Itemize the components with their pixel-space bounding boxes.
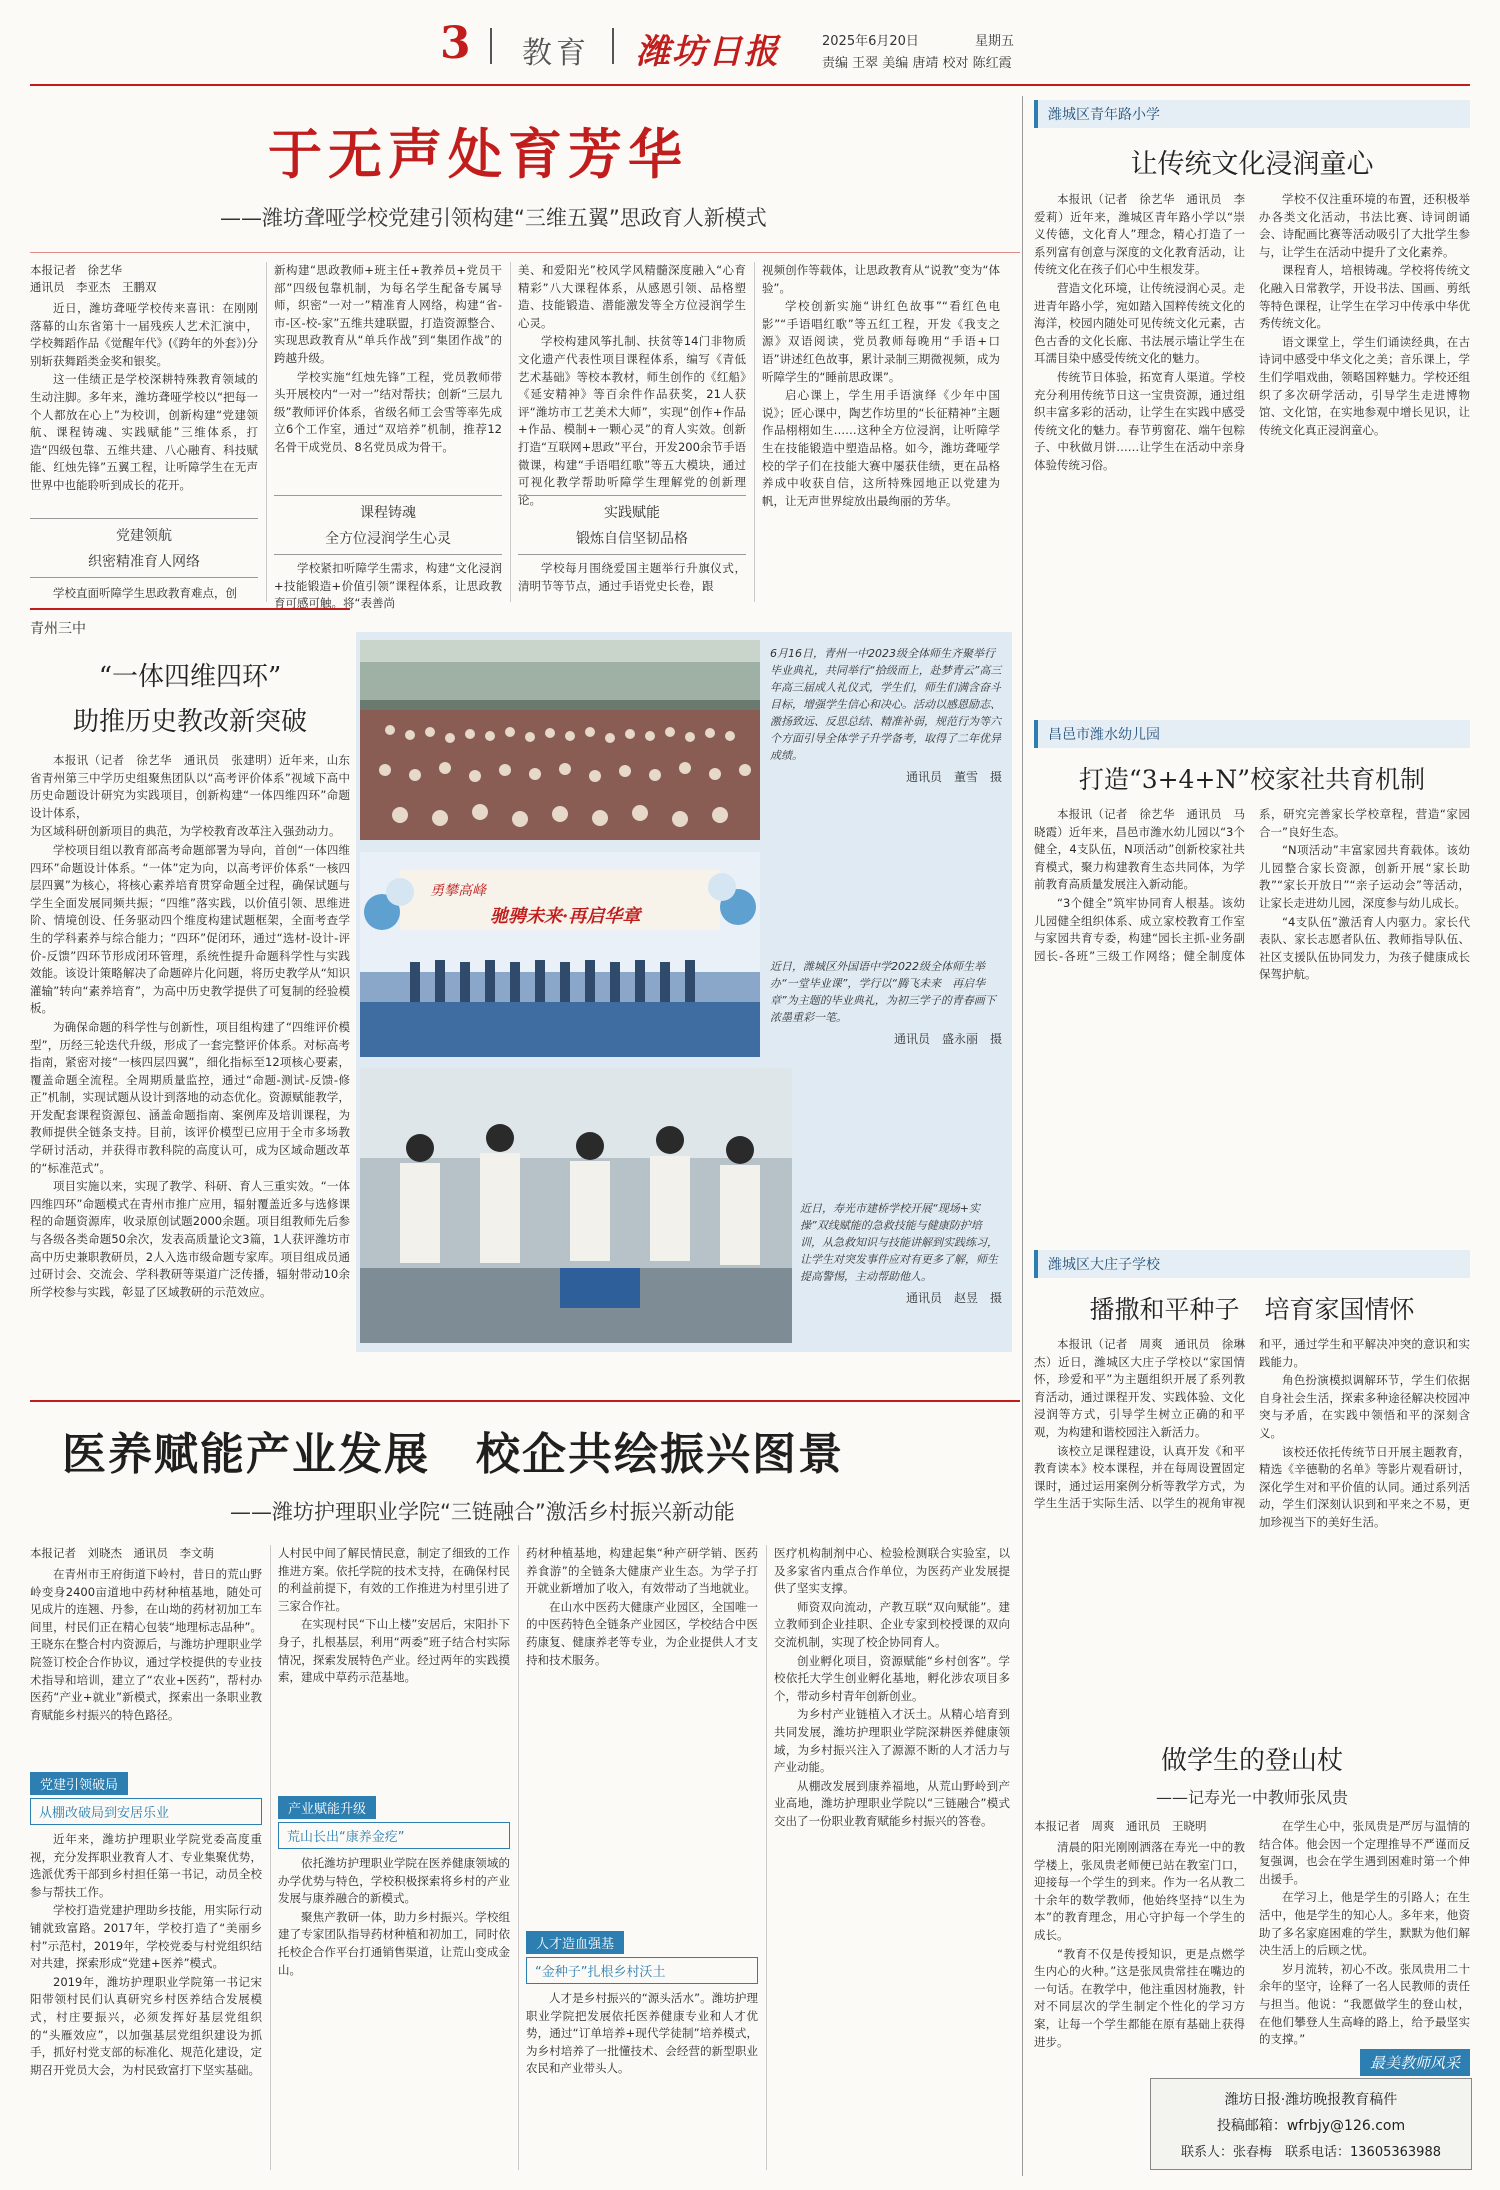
paragraph: 在学习上，他是学生的引路人；在生活中，他是学生的知心人。多年来，他资助了多名家庭困难的学生，默默为他们解决生活上的后顾之忧。 [1259, 1890, 1470, 1958]
paper-name-logo: 潍坊日报 [636, 32, 780, 72]
paragraph: 美、和爱阳光”校风学风精髓深度融入“心育精彩”八大课程体系，从感恩引领、品格塑造、技能锻造、潜能激发等全方位浸润学生心灵。 [518, 263, 746, 330]
article-body [30, 300, 258, 540]
ceremony-image [360, 640, 760, 840]
paragraph: 近日，潍坊聋哑学校传来喜讯：在刚刚落幕的山东省第十一届残疾人艺术汇演中，学校舞蹈作品《觉醒年代》(《跨年的外套》)分别斩获舞蹈类金奖和银奖。 [30, 301, 258, 368]
paragraph: 本报讯（记者 周爽 通讯员 徐琳杰）近日，潍城区大庄子学校以“家国情怀，珍爱和平”为主题组织开展了系列教育活动，通过课程开发、实践体验、文化浸润等方式，引导学生树立正确的和平观，为构建和谐校园注入新活力。 [1034, 1337, 1245, 1439]
section-heading [30, 518, 258, 578]
paragraph: 角色扮演模拟调解环节，学生们依据自身社会生活，探索多种途径解决校园冲突与矛盾，在实践中领悟和平的深刻含义。 [1259, 1373, 1470, 1440]
article-body [518, 262, 746, 507]
paragraph: 为确保命题的科学性与创新性，项目组构建了“四维评价模型”，历经三轮迭代升级，形成了一套完整评价体系。对标高考指南，紧密对接“一核四层四翼”，细化指标至12项核心要素，覆盖命题全流程。全周期质量监控，通过“命题-测试-反馈-修正”机制，实现试题从设计到落地的动态优化。资源赋能教学，开发配套课程资源包、涵盖命题指南、案例库及培训课程，为教师提供全链条支持。目前，该评价模型已应用于全市多场教学研讨活动，并获得市教科院的高度认可，成为区域命题改革的“标准范式”。 [30, 1019, 350, 1175]
paragraph: 医疗机构制剂中心、检验检测联合实验室，以及多家省内重点合作单位，为医药产业发展提供了坚实支撑。 [774, 1546, 1010, 1596]
paragraph: 该校还依托传统节日开展主题教育，精选《辛德勒的名单》等影片观看研讨，深化学生对和平价值的认同。通过系列活动，学生们深刻认识到和平来之不易，更加珍视当下的美好生活。 [1259, 1444, 1470, 1529]
paragraph: 本报讯（记者 徐艺华 通讯员 李爱莉）近年来，潍城区青年路小学以“崇义传德，文化育人”理念，精心打造了一系列富有创意与深度的文化教育活动，让传统文化在孩子们心中生根发芽。 [1034, 192, 1245, 277]
column-divider [510, 262, 511, 602]
paragraph: “4支队伍”激活育人内驱力。家长代表队、家长志愿者队伍、教师指导队伍、社区支援队伍协同发力，为孩子健康成长保驾护航。 [1259, 914, 1470, 982]
paragraph: 语文课堂上，学生们诵读经典，在古诗词中感受中华文化之美；音乐课上，学生们学唱戏曲，领略国粹魅力。学校还组织了多次研学活动，引导学生走进博物馆、文化馆，在实地参观中增长见识，让传统文化真正浸润童心。 [1259, 334, 1470, 437]
paragraph: 人才是乡村振兴的“源头活水”。潍坊护理职业学院把发展依托医养健康专业和人才优势，通过“订单培养+现代学徒制”培养模式，为乡村培养了一批懂技术、会经营的新型职业农民和产业带头人。 [526, 1991, 758, 2076]
section-heading-text: 课程铸魂 [274, 495, 502, 522]
section-tag [278, 1796, 510, 1849]
photo-caption [770, 645, 1002, 785]
paragraph: 学校项目组以教育部高考命题部署为导向，首创“一体四维四环”命题设计体系。“一体”定为向，以高考评价体系“一核四层四翼”为核心，将核心素养培育贯穿命题全过程，确保试题与学生全面发展同频共振；“四维”落实践，以价值引领、思维进阶、情境创设、任务驱动四个维度构建试题框架，全面考查学生的学科素养与综合能力；“四环”促闭环，通过“选材-设计-评价-反馈”四环节形成闭环管理，系统性提升命题科学性与实践效能。该设计策略解决了命题碎片化问题，将历史教学从“知识灌输”转向“素养培育”，为高中历史教学提供了可复制的经验模板。 [30, 842, 350, 1016]
caption-text: 近日，寿光市建桥学校开展“现场+实操”双线赋能的急救技能与健康防护培训，从急救知识与技能讲解到实践练习，让学生对突发事件应对有更多了解，师生提高警惕，主动帮助他人。 [800, 1202, 998, 1283]
column-divider [270, 1545, 271, 2170]
paragraph: 传统节日体验，拓宽育人渠道。学校充分利用传统节日这一宝贵资源，通过组织丰富多彩的活动，让学生在实践中感受传统文化的魅力。春节剪窗花、端午包粽子、中秋做月饼……让学生在活动中亲身体验传统习俗。 [1034, 369, 1245, 472]
masthead [0, 0, 1500, 80]
article-1-rule [30, 252, 1020, 253]
article-kicker [1034, 1250, 1470, 1278]
article-body [278, 1855, 510, 2155]
paragraph: 创业孵化项目，资源赋能“乡村创客”。学校依托大学生创业孵化基地，孵化涉农项目多个，带动乡村青年创新创业。 [774, 1653, 1010, 1703]
article-body [1034, 191, 1470, 731]
photo-credit: 通讯员 盛永丽 摄 [893, 1032, 1002, 1046]
photo-credit: 通讯员 赵昱 摄 [905, 1291, 1002, 1305]
right-article-3 [1034, 1250, 1470, 1730]
paragraph: 学校创新实施“讲红色故事”“看红色电影”“手语唱红歌”等五红工程，开发《我支之源》双语阅读，党员教师每晚用“手语+口语”讲述红色故事，累计录制三期微视频，成为听障学生的“睡前思政课”。 [762, 299, 1000, 384]
caption-text: 近日，潍城区外国语中学2022级全体师生举办“一堂毕业课”，学行以“腾飞未来 再启华章”为主题的毕业典礼，为初三学子的青春画下浓墨重彩一笔。 [770, 960, 996, 1024]
paragraph: 本报讯（记者 徐艺华 通讯员 张建明）近年来，山东省青州第三中学历史组聚焦团队以“高考评价体系”视域下高中历史命题设计研究为实践项目，创新构建“一体四维四环”命题设计体系， [30, 753, 350, 820]
photo-caption [800, 1200, 1002, 1306]
paragraph: “N项活动”丰富家园共育载体。该幼儿园整合家长资源，创新开展“家长助教”“家长开放日”“亲子运动会”等活动，让家长走进幼儿园，深度参与幼儿成长。 [1259, 843, 1470, 910]
article-body [1034, 1839, 1245, 2084]
article-body [762, 262, 1000, 602]
paragraph: 依托潍坊护理职业学院在医养健康领域的办学优势与特色，学校积极探索将乡村的产业发展与康养融合的新模式。 [278, 1856, 510, 1906]
masthead-divider [490, 28, 492, 64]
paragraph: 学校构建风筝扎制、扶贫等14门非物质文化遗产代表性项目课程体系，编写《青低艺术基础》等校本教材，师生创作的《红船》《延安精神》等百余件作品获奖，21人获评“潍坊市工艺美术大师”，实现“创作+作品+作品、模制+一颗心灵”的育人实效。创新打造“互联网+思政”平台，开发200余节手语微课，构建“手语唱红歌”等五大模块，通过可视化教学帮助听障学生理解党的创新理论。 [518, 334, 746, 507]
right-article-1-title: 让传统文化浸润童心 [1130, 149, 1374, 180]
byline: 本报记者 刘晓杰 通讯员 李文萌 [30, 1546, 214, 1560]
kicker-text: 潍城区青年路小学 [1048, 107, 1160, 123]
tag-label: 党建引领破局 [30, 1772, 128, 1795]
tag-subtitle: 从棚改破局到安居乐业 [30, 1798, 262, 1825]
article-kicker [1034, 100, 1470, 128]
paragraph: “教育不仅是传授知识，更是点燃学生内心的火种。”这是张凤贵常挂在嘴边的一句话。在教学中，他注重因材施教，针对不同层次的学生制定个性化的学习方案，让每一个学生都能在原有基础上获得进步。 [1034, 1946, 1245, 2049]
column-stamp [1259, 2049, 1470, 2076]
stamp-text: 最美教师风采 [1360, 2049, 1470, 2076]
section-heading-text: 党建领航 [30, 518, 258, 545]
article-3-col-3 [526, 1545, 758, 2170]
article-body [1259, 1818, 1470, 2047]
byline: 通讯员 李亚杰 王鹏双 [30, 280, 157, 294]
article-body [274, 262, 502, 492]
paragraph: 在学生心中，张凤贵是严厉与温情的结合体。他会因一个定理推导不严谨而反复强调，也会在学生遇到困难时第一个伸出援手。 [1259, 1819, 1470, 1886]
stage-group-photo [360, 852, 760, 1057]
section-heading [518, 495, 746, 555]
article-body [526, 1545, 758, 1925]
article-2 [30, 608, 350, 1398]
paragraph: 启心课上，学生用手语演绎《少年中国说》；匠心课中，陶艺作坊里的“长征精神”主题作品栩栩如生……这种全方位浸润，让听障学生在技能锻造中塑造品格。如今，潍坊聋哑学校的学子们在技能大赛中屡获佳绩，更在品格养成中收获自信，这所特殊园地正以党建为帆，让无声世界绽放出最绚丽的芳华。 [762, 388, 1000, 508]
column-divider [266, 262, 267, 602]
article-body [526, 1990, 758, 2155]
section-heading [274, 495, 502, 555]
paragraph: 学校不仅注重环境的布置，还积极举办各类文化活动，书法比赛、诗词朗诵会、诗配画比赛等活动吸引了大批学生参与，让学生在活动中提升了文化素养。 [1259, 192, 1470, 259]
stage-banner-text: 驰骋未来·再启华章 [490, 906, 641, 927]
stage-image [360, 852, 760, 1057]
paragraph: 清晨的阳光刚刚洒落在寿光一中的教学楼上，张凤贵老师便已站在教室门口，迎接每一个学生的到来。作为一名从教二十余年的数学教师，他始终坚持“以生为本”的教育理念，用心守护每一个学生的成长。 [1034, 1840, 1245, 1942]
article-body [30, 752, 350, 1402]
paragraph: 学校直面听障学生思政教育难点，创 [53, 586, 237, 600]
section-tag [526, 1931, 758, 1984]
article-body [30, 585, 258, 607]
article-body [30, 1831, 262, 2151]
paragraph: 在山水中医药大健康产业园区，全国唯一的中医药特色全链条产业园区，学校结合中医药康复、健康养老等专业，为企业提供人才支持和技术服务。 [526, 1599, 758, 1667]
paragraph: 聚焦产教研一体，助力乡村振兴。学校组建了专家团队指导药材种植和初加工，同时依托校企合作平台打通销售渠道，让荒山变成金山。 [278, 1909, 510, 1977]
paragraph: 为乡村产业链植入才沃土。从精心培育到共同发展，潍坊护理职业学院深耕医养健康领域，为乡村振兴注入了源源不断的人才活力与产业动能。 [774, 1707, 1010, 1775]
article-3-subtitle: ——潍坊护理职业学院“三链融合”激活乡村振兴新动能 [230, 1500, 735, 1524]
contact-box [1150, 2078, 1472, 2170]
editorial-staff: 责编 王翠 美编 唐靖 校对 陈红霞 [822, 56, 1012, 71]
issue-weekday: 星期五 [975, 34, 1015, 49]
article-2-title-line2: 助推历史教改新突破 [72, 707, 307, 737]
article-body [1034, 1336, 1470, 1726]
byline: 本报记者 徐艺华 [30, 263, 122, 277]
article-body [1034, 806, 1470, 1226]
paragraph: 视频创作等载体，让思政教育从“说教”变为“体验”。 [762, 263, 1000, 295]
paragraph: 人村民中间了解民情民意，制定了细致的工作推进方案。依托学院的技术支持，在确保村民的利益前提下，有效的工作推进为村里引进了三家合作社。 [278, 1546, 510, 1613]
paragraph: 从棚改发展到康养福地，从荒山野岭到产业高地，潍坊护理职业学院以“三链融合”模式交出了一份职业教育赋能乡村振兴的答卷。 [774, 1778, 1010, 1828]
masthead-divider-2 [612, 28, 614, 64]
stage-banner-text: 勇攀高峰 [430, 883, 486, 899]
section-heading-subtext: 锻炼自信坚韧品格 [518, 522, 746, 555]
masthead-rule [30, 84, 1470, 86]
paragraph: 2019年，潍坊护理职业学院第一书记宋阳带领村民们认真研究乡村医养结合发展模式，村庄要振兴，必须发挥好基层党组织的“头雁效应”，以加强基层党组织建设为抓手，抓好村党支部的标准化、规范化建设，定期召开党员大会，为村民致富打下坚实基础。 [30, 1974, 262, 2077]
section-heading-subtext: 全方位浸润学生心灵 [274, 522, 502, 555]
paragraph: 在青州市王府街道下岭村，昔日的荒山野岭变身2400亩道地中药材种植基地，随处可见成片的连翘、丹参，在山坳的药材初加工车间里，村民们正在精心包装“地理标志品种”。王晓东在整合村内资源后，与潍坊护理职业学院签订校企合作协议，通过学校提供的专业技术指导和培训，建立了“农业+医药”，帮村办医药“产业+就业”新模式，探索出一条职业教育赋能乡村振兴的特色路径。 [30, 1567, 262, 1722]
paragraph: 本报讯（记者 徐艺华 通讯员 马晓霞）近年来，昌邑市潍水幼儿园以“3个健全，4支队伍，N项活动”创新校家社共育模式，聚力构建教育生态共同体，为学前教育高质量发展注入新动能。 [1034, 807, 1245, 892]
tag-subtitle: 荒山长出“康养金疙” [278, 1822, 510, 1849]
byline: 本报记者 周爽 通讯员 王晓明 [1034, 1819, 1207, 1833]
article-1-subtitle: ——潍坊聋哑学校党建引领构建“三维五翼”思政育人新模式 [220, 206, 767, 230]
issue-date: 2025年6月20日 [822, 34, 919, 49]
article-body [274, 560, 502, 611]
column-divider [518, 1545, 519, 2170]
training-image [360, 1068, 792, 1343]
photo-credit: 通讯员 董雪 摄 [905, 770, 1002, 784]
paragraph: 营造文化环境，让传统浸润心灵。走进青年路小学，宛如踏入国粹传统文化的海洋，校园内随处可见传统文化元素，古色古香的文化长廊、书法展示墙让学生在耳濡目染中感受传统文化的魅力。 [1034, 280, 1245, 366]
contact-email[interactable]: 投稿邮箱：wfrbjy@126.com [1216, 2118, 1406, 2134]
article-1-title: 于无声处育芳华 [268, 122, 688, 186]
right-article-4-title: 做学生的登山杖 [1160, 1746, 1343, 1776]
tag-label: 人才造血强基 [526, 1931, 624, 1954]
column-divider [766, 1545, 767, 2170]
contact-line: 潍坊日报·潍坊晚报教育稿件 [1224, 2092, 1398, 2108]
section-heading-text: 实践赋能 [518, 495, 746, 522]
paragraph: 项目实施以来，实现了教学、科研、育人三重实效。“一体四维四环”命题模式在青州市推广应用，辐射覆盖近多与选修课程的命题资源库，收录原创试题2000余题。项目组教师先后参与各级各类命题50余次，发表高质量论文3篇，1人获评潍坊市高中历史兼职教研员，2人入选市级命题专家库。项目组成员通过研讨会、交流会、学科教研等渠道广泛传播，辐射带动10余所学校参与实践，彰显了区域教研的示范效应。 [30, 1179, 350, 1299]
section-name: 教育 [522, 36, 590, 71]
right-article-4-subtitle: ——记寿光一中教师张凤贵 [1155, 1788, 1348, 1807]
caption-text: 6月16日，青州一中2023级全体师生齐聚举行毕业典礼，共同举行“拾级而上，赴梦青云”高三年高三届成人礼仪式，学生们，师生们满含奋斗目标，增强学生信心和决心。活动以感恩励志、激扬致远、反思总结、精准补弱，规范行为等六个方面引导全体学子升学备考，取得了二年优异成绩。 [770, 647, 1002, 762]
article-3-top-rule [30, 1400, 1020, 1402]
article-kicker [1034, 720, 1470, 748]
paragraph: 近年来，潍坊护理职业学院党委高度重视，充分发挥职业教育人才、专业集聚优势，选派优秀干部到乡村担任第一书记，动员全校参与帮扶工作。 [30, 1832, 262, 1899]
paragraph: 药材种植基地，构建起集“种产研学销、医药养食游”的全链条大健康产业生态。为学子打开就业新增加了收入，有效带动了当地就业。 [526, 1546, 758, 1596]
contact-person: 联系人：张春梅 联系电话：13605363988 [1181, 2145, 1441, 2160]
article-kicker: 青州三中 [30, 621, 86, 637]
tag-label: 产业赋能升级 [278, 1796, 376, 1819]
section-heading-subtext: 织密精准育人网络 [30, 545, 258, 578]
paragraph: “3个健全”筑牢协同育人根基。该幼儿园健全组织体系、成立家校教育工作室与家园共育专委，构建“园长主抓-业务副园长-各班”三级工作网络；健全制度体系，研究完善家长学校章程，营造“家园合一”良好生态。 [1034, 807, 1470, 963]
paragraph: 岁月流转，初心不改。张凤贵用二十余年的坚守，诠释了一名人民教师的责任与担当。他说：“我愿做学生的登山杖，在他们攀登人生高峰的路上，给予最坚实的支撑。” [1259, 1961, 1470, 2047]
paragraph: 这一佳绩正是学校深耕特殊教育领域的生动注脚。多年来，潍坊聋哑学校以“把每一个人都放在心上”为校训，创新构建“党建领航、课程铸魂、实践赋能”三维体系，打造“四级包靠、五维共建、八心融育、科技赋能、红烛先锋”五翼工程，让听障学生在无声世界中也能聆听到成长的花开。 [30, 372, 258, 492]
paragraph: 师资双向流动，产教互联“双向赋能”。建立教师到企业挂职、企业专家到校授课的双向交流机制，实现了校企协同育人。 [774, 1599, 1010, 1649]
right-article-2-title: 打造“3+4+N”校家社共育机制 [1078, 765, 1426, 794]
paragraph: 为区域科研创新项目的典范，为学校教育改革注入强劲动力。 [30, 824, 341, 839]
paragraph: 学校紧扣听障学生需求，构建“文化浸润+技能锻造+价值引领”课程体系，让思政教育可感可触。将“表善尚 [274, 561, 502, 611]
paragraph: 学校实施“红烛先锋”工程，党员教师带头开展校内“一对一”结对帮扶；创新“三层九级”教师评价体系，省级名师工会雪等率先成立6个工作室，通过“双培养”机制，推荐12名骨干成党员、8名党员成为骨干。 [274, 369, 502, 454]
article-body [518, 560, 746, 604]
photo-caption [770, 958, 1002, 1047]
graduation-ceremony-photo [360, 640, 760, 840]
article-3-title: 医养赋能产业发展 校企共绘振兴图景 [62, 1429, 844, 1480]
paragraph: 新构建“思政教师+班主任+教养员+党员干部”四级包靠机制，为每名学生配备专属导师，织密“一对一”精准育人网络，构建“省-市-区-校-家”五维共建联盟，打造资源整合、实现思政教育从“单兵作战”到“集团作战”的跨越升级。 [274, 263, 502, 365]
article-2-title: “一体四维四环” [98, 662, 282, 692]
paragraph: 在实现村民“下山上楼”安居后，宋阳扑下身子，扎根基层，利用“两委”班子结合村实际情况，探索发展特色产业。经过两年的实践摸索，建成中草药示范基地。 [278, 1617, 510, 1685]
paragraph: 课程育人，培根铸魂。学校将传统文化融入日常教学，开设书法、国画、剪纸等特色课程，让学生在学习中传承中华优秀传统文化。 [1259, 263, 1470, 331]
section-tag [30, 1772, 262, 1825]
right-article-3-title: 播撒和平种子 培育家国情怀 [1089, 1295, 1415, 1324]
right-article-1 [1034, 100, 1470, 740]
column-divider [754, 262, 755, 602]
kicker-text: 昌邑市潍水幼儿园 [1048, 727, 1160, 743]
kicker-text: 潍城区大庄子学校 [1048, 1257, 1160, 1273]
article-body [30, 1566, 262, 1766]
page-number: 3 [440, 18, 471, 69]
right-article-2 [1034, 720, 1470, 1230]
paragraph: 该校立足课程建设，认真开发《和平教育读本》校本课程，并在每周设置固定课时，通过运用案例分析等教学方式，为学生生活于实际生活、以学生的视角审视和平，通过学生和平解决冲突的意识和实践能力。 [1034, 1337, 1470, 1511]
main-column-divider [1022, 96, 1023, 2176]
right-article-4 [1034, 1740, 1470, 2070]
article-body [278, 1545, 510, 1790]
first-aid-training-photo [360, 1068, 792, 1343]
article-3-col-2 [278, 1545, 510, 2170]
paragraph: 学校打造党建护理助乡技能，用实际行动铺就致富路。2017年，学校打造了“美丽乡村”示范村，2019年，学校党委与村党组织结对共建，探索形成“党建+医养”模式。 [30, 1903, 262, 1971]
article-3-col-1 [30, 1545, 262, 2170]
paragraph: 学校每月围绕爱国主题举行升旗仪式，清明节等节点，通过手语党史长卷，跟 [518, 561, 746, 593]
article-body [774, 1545, 1010, 2170]
tag-subtitle: “金种子”扎根乡村沃土 [526, 1957, 758, 1984]
